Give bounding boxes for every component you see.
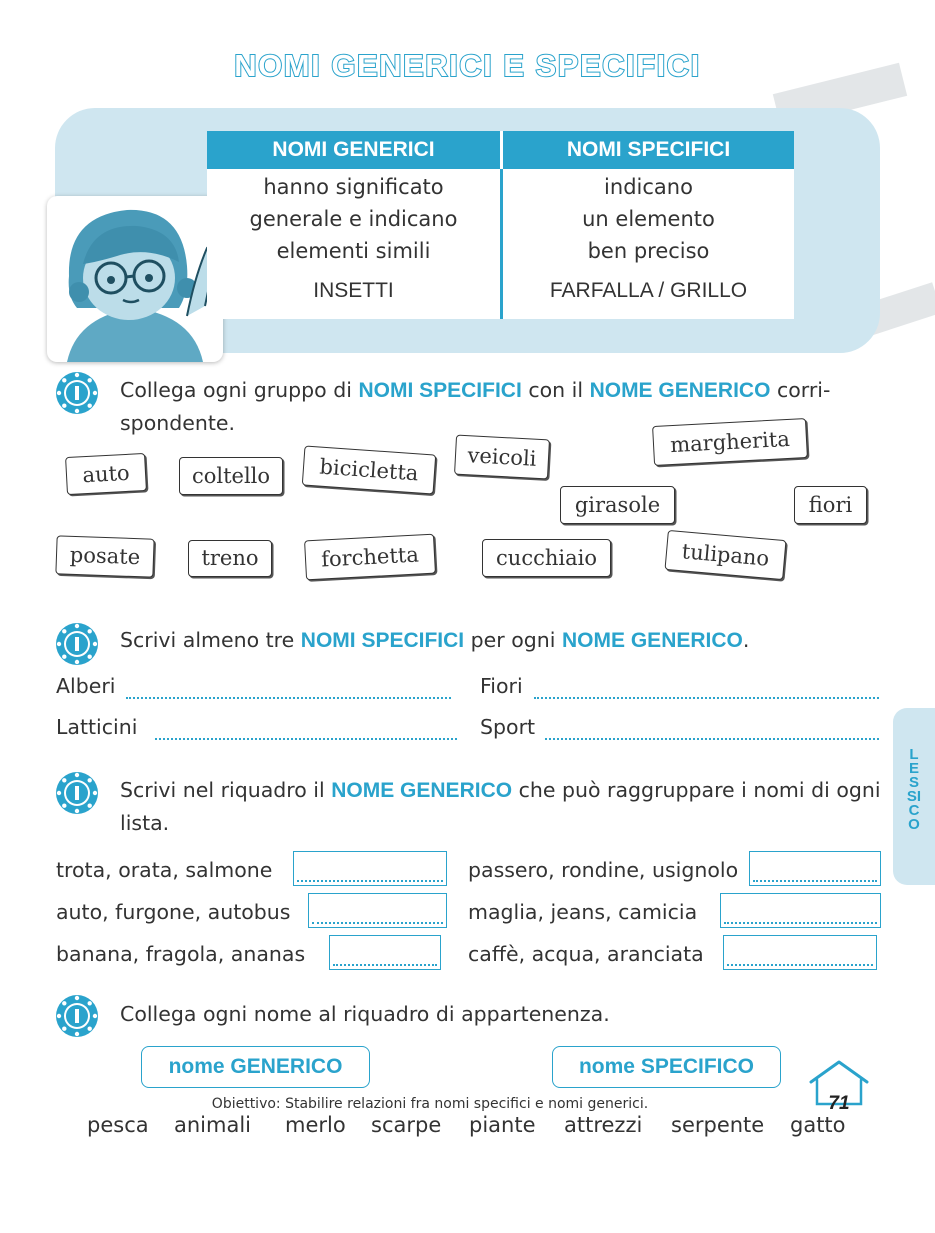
exercise-2-instruction	[120, 624, 890, 657]
definition-table	[207, 131, 794, 319]
specific-target-box[interactable]: nome SPECIFICO	[552, 1046, 781, 1088]
answer-line[interactable]	[534, 697, 879, 699]
gear-number-one-icon	[55, 994, 99, 1038]
name-list: trota, orata, salmone	[56, 858, 273, 882]
answer-line[interactable]	[545, 738, 879, 740]
word-item[interactable]: merlo	[285, 1113, 346, 1137]
name-list: passero, rondine, usignolo	[468, 858, 739, 882]
word-item[interactable]: scarpe	[371, 1113, 442, 1137]
name-list: banana, fragola, ananas	[56, 942, 306, 966]
category-label: Sport	[480, 715, 536, 739]
instruction-text: per ogni	[464, 628, 563, 652]
instruction-keyword: NOME GENERICO	[331, 779, 513, 802]
answer-box[interactable]	[720, 893, 881, 928]
category-label: Alberi	[56, 674, 116, 698]
gear-number-one-icon	[55, 622, 99, 666]
specific-definition	[503, 171, 794, 307]
child-with-glasses-illustration	[47, 196, 223, 362]
definition-line: ben preciso	[587, 239, 710, 263]
specific-header: NOMI SPECIFICI	[503, 131, 794, 169]
instruction-text: Collega ogni gruppo di	[120, 378, 359, 402]
definition-line: un elemento	[582, 207, 715, 231]
word-item[interactable]: attrezzi	[564, 1113, 643, 1137]
definition-line: indicano	[604, 175, 693, 199]
word-card[interactable]: margherita	[652, 418, 808, 466]
instruction-text: Scrivi nel riquadro il	[120, 778, 332, 802]
word-card[interactable]: tulipano	[664, 530, 786, 580]
word-item[interactable]: piante	[469, 1113, 536, 1137]
answer-box[interactable]	[723, 935, 877, 970]
answer-line[interactable]	[155, 738, 457, 740]
word-card[interactable]: cucchiaio	[482, 539, 611, 577]
answer-box[interactable]	[293, 851, 447, 886]
instruction-keyword: NOMI SPECIFICI	[358, 379, 522, 402]
exercise-4-instruction	[120, 998, 890, 1030]
word-card[interactable]: forchetta	[304, 534, 436, 581]
word-card[interactable]: coltello	[179, 457, 283, 495]
definition-line: hanno significato	[263, 175, 444, 199]
name-list: caffè, acqua, aranciata	[468, 942, 704, 966]
word-item[interactable]: gatto	[790, 1113, 846, 1137]
name-list: auto, furgone, autobus	[56, 900, 291, 924]
answer-box[interactable]	[749, 851, 881, 886]
exercise-3-instruction	[120, 774, 890, 839]
specific-example: FARFALLA / GRILLO	[549, 279, 748, 302]
gear-number-one-icon	[55, 771, 99, 815]
instruction-keyword: NOMI SPECIFICI	[300, 629, 465, 652]
page-title: NOMI GENERICI E SPECIFICI	[234, 48, 701, 83]
instruction-text: con il	[521, 378, 590, 402]
word-item[interactable]: animali	[174, 1113, 252, 1137]
generic-target-box[interactable]: nome GENERICO	[141, 1046, 370, 1088]
answer-box[interactable]	[329, 935, 441, 970]
definition-line: generale e indicano	[249, 207, 458, 231]
name-list: maglia, jeans, camicia	[468, 900, 698, 924]
word-card[interactable]: auto	[65, 453, 147, 495]
category-label: Fiori	[480, 674, 523, 698]
answer-box[interactable]	[308, 893, 447, 928]
page-number: 71	[828, 1093, 850, 1114]
generic-example: INSETTI	[313, 279, 394, 302]
word-card[interactable]: treno	[188, 540, 272, 577]
category-label: Latticini	[56, 715, 138, 739]
instruction-text: corri-spondente.	[120, 378, 831, 435]
instruction-text: Scrivi almeno tre	[120, 628, 301, 652]
instruction-text: che può raggruppare i nomi di ogni lista.	[120, 778, 881, 835]
instruction-keyword: NOME GENERICO	[589, 379, 771, 402]
definition-line: elementi simili	[276, 239, 431, 263]
word-card[interactable]: fiori	[794, 486, 867, 524]
gear-number-one-icon	[55, 371, 99, 415]
footer-objective: Obiettivo: Stabilire relazioni fra nomi specifici e nomi generici.	[211, 1096, 649, 1112]
section-side-tab-label: LESSICO	[906, 746, 922, 833]
instruction-text: .	[742, 628, 750, 652]
word-card[interactable]: veicoli	[454, 435, 550, 480]
instruction-text: Collega ogni nome al riquadro di appartenenza.	[120, 1002, 610, 1026]
word-item[interactable]: serpente	[671, 1113, 765, 1137]
word-card[interactable]: bicicletta	[302, 445, 436, 494]
generic-definition	[207, 171, 500, 307]
word-card[interactable]: posate	[55, 535, 154, 577]
generic-header: NOMI GENERICI	[207, 131, 500, 169]
instruction-keyword: NOME GENERICO	[562, 629, 743, 652]
word-card[interactable]: girasole	[560, 486, 675, 524]
character-card	[47, 196, 223, 362]
answer-line[interactable]	[126, 697, 451, 699]
word-item[interactable]: pesca	[87, 1113, 149, 1137]
